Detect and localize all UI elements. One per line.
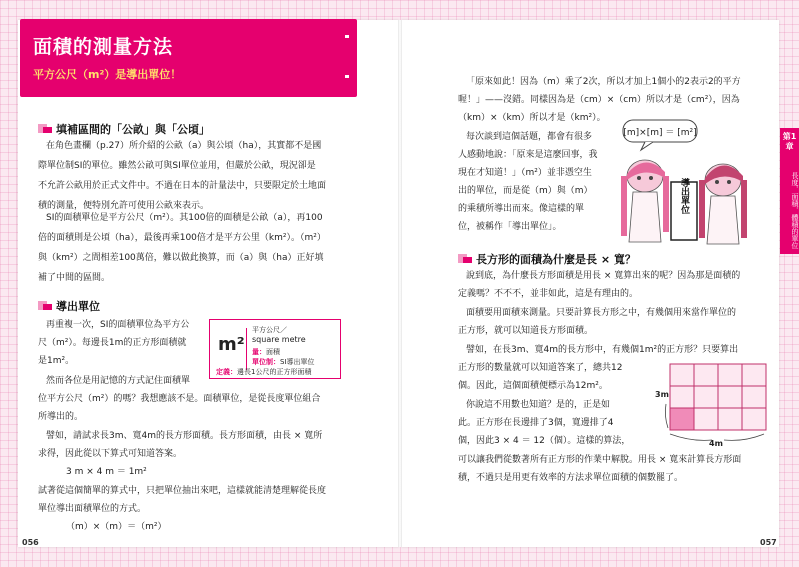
unit-square bbox=[694, 364, 718, 386]
section-marker-icon bbox=[38, 124, 52, 133]
unit-square-grid bbox=[670, 364, 766, 430]
paragraph-line: 尺（m²）。每邊長1m的正方形面積就 bbox=[38, 338, 187, 348]
paragraph-line: 每次談到這個話題，都會有很多 bbox=[466, 132, 593, 142]
title-tick-mark bbox=[345, 75, 349, 78]
paragraph-line: 求得，因此從以下算式可知道答案。 bbox=[38, 449, 183, 459]
paragraph-line: 譬如，在長3m、寬4m的長方形中，有幾個1m²的正方形？只要算出 bbox=[466, 345, 739, 355]
paragraph-line: 正方形，就可以知道長方形面積。 bbox=[458, 326, 594, 336]
unit-name: 平方公尺／ bbox=[252, 326, 287, 334]
chapter-title-box bbox=[20, 19, 357, 97]
paragraph-line: 定義嗎？不不不，並非如此，這是有理由的。 bbox=[458, 289, 639, 299]
page-number-left: 056 bbox=[22, 538, 39, 547]
unit-square-highlighted bbox=[670, 408, 694, 430]
unit-square bbox=[742, 386, 766, 408]
paragraph-line: 補了中間的區間。 bbox=[38, 273, 111, 283]
girl-right-icon bbox=[699, 164, 747, 244]
paragraph-line: 的乘積所導出而來。像這樣的單 bbox=[458, 204, 585, 214]
equation-line: （m）×（m）＝（m²） bbox=[66, 522, 167, 532]
unit-square bbox=[718, 386, 742, 408]
unit-square bbox=[742, 408, 766, 430]
girl-left-icon bbox=[621, 160, 669, 242]
paragraph-line: 出的單位，而是從（m）與（m） bbox=[458, 186, 593, 196]
unit-square bbox=[694, 386, 718, 408]
paragraph-line: 不允許公畝用於正式文件中。不過在日本的計量法中，只要限定於土地面 bbox=[38, 181, 327, 191]
chapter-side-tab bbox=[780, 128, 799, 254]
definition-divider bbox=[246, 328, 247, 370]
section-heading-derived-unit: 導出單位 bbox=[56, 300, 100, 313]
paragraph-line: 此。正方形在長邊排了3個，寬邊排了4 bbox=[458, 418, 614, 428]
paragraph-line: 個，因此3 × 4 ＝ 12（個）。這樣的算法， bbox=[458, 436, 631, 446]
title-tick-mark bbox=[345, 35, 349, 38]
section-marker-icon bbox=[458, 254, 472, 263]
paragraph-line: 面積要用面積來測量。只要計算長方形之中，有幾個用來當作單位的 bbox=[466, 308, 737, 318]
paragraph-line: 所導出的。 bbox=[38, 412, 84, 422]
paragraph-line: SI的面積單位是平方公尺（m²）。其100倍的面積是公畝（a），再100 bbox=[46, 213, 323, 223]
page-number-right: 057 bbox=[760, 538, 777, 547]
unit-symbol: m² bbox=[218, 334, 245, 355]
book-gutter bbox=[398, 20, 402, 547]
unit-english-name: square metre bbox=[252, 335, 306, 344]
paragraph-line: 試著從這個簡單的算式中，只把單位抽出來吧，這樣就能清楚理解從長度 bbox=[38, 486, 327, 496]
paragraph-line: 然而各位是用記憶的方式記住面積單 bbox=[46, 376, 191, 386]
paragraph-line: 位平方公尺（m²）的嗎？我想應該不是。面積單位，是從長度單位組合 bbox=[38, 394, 321, 404]
paragraph-line: 喔！」——沒錯。同樣因為是（cm）×（cm）所以才是（cm²），因為 bbox=[458, 95, 740, 105]
chapter-label: 第1章 bbox=[782, 132, 797, 151]
sign-text: 導出單位 bbox=[679, 178, 689, 214]
unit-definition-box bbox=[209, 319, 341, 379]
unit-square bbox=[670, 386, 694, 408]
equation-line: 3 m × 4 m ＝ 1m² bbox=[66, 467, 147, 477]
unit-square bbox=[694, 408, 718, 430]
characters-illustration bbox=[615, 118, 765, 250]
section-marker-icon bbox=[38, 301, 52, 310]
paragraph-line: 可以讓我們從數著所有正方形的作業中解脫。用長 × 寬來計算長方形面 bbox=[458, 455, 742, 465]
unit-quantity: 量：面積 bbox=[252, 348, 280, 356]
unit-square bbox=[670, 364, 694, 386]
section-heading-are-hectare: 填補區間的「公畝」與「公頃」 bbox=[56, 123, 210, 136]
unit-square bbox=[718, 408, 742, 430]
paragraph-line: 積的測量，便特別允許可使用公畝來表示。 bbox=[38, 201, 210, 211]
paragraph-line: 積，不過只是用更有效率的方法求單位面積的個數罷了。 bbox=[458, 473, 684, 483]
paragraph-line: 正方形的數量就可以知道答案了，總共12 bbox=[458, 363, 623, 373]
unit-square bbox=[742, 364, 766, 386]
paragraph-line: 單位導出面積單位的方式。 bbox=[38, 504, 147, 514]
paragraph-line: 際單位制SI的單位。雖然公畝可與SI單位並用，但嚴於公畝，現況卻是 bbox=[38, 161, 316, 171]
page-subtitle: 平方公尺（m²）是導出單位！ bbox=[33, 68, 182, 81]
unit-system: 單位制：SI導出單位 bbox=[252, 358, 315, 366]
page-title: 面積的測量方法 bbox=[33, 36, 174, 58]
paragraph-line: 位，被稱作「導出單位」。 bbox=[458, 222, 562, 232]
paragraph-line: 譬如，請試求長3m、寬4m的長方形面積。長方形面積，由長 × 寬所 bbox=[46, 431, 323, 441]
paragraph-line: 「原來如此！因為（m）乘了2次，所以才加上1個小的2表示2的平方 bbox=[466, 77, 741, 87]
paragraph-line: 再重複一次，SI的面積單位為平方公 bbox=[46, 320, 190, 330]
paragraph-line: 說到底，為什麼長方形面積是用長 × 寬算出來的呢？因為那是面積的 bbox=[466, 271, 741, 281]
paragraph-line: 是1m²。 bbox=[38, 356, 75, 366]
paragraph-line: 你說這不用數也知道？是的，正是如 bbox=[466, 400, 611, 410]
paragraph-line: 在角色畫欄（p.27）所介紹的公畝（a）與公頃（ha），其實都不是國 bbox=[46, 141, 322, 151]
paragraph-line: 人感動地說：「原來是這麼回事，我 bbox=[458, 150, 598, 160]
chapter-topic: 長度．面積．體積的單位 bbox=[791, 172, 799, 249]
section-heading-rectangle-area: 長方形的面積為什麼是長 × 寬？ bbox=[476, 253, 636, 266]
rectangle-grid-figure bbox=[652, 360, 770, 450]
unit-square bbox=[718, 364, 742, 386]
paragraph-line: 現在才知道！」（m²）並非憑空生 bbox=[458, 168, 592, 178]
unit-definition: 定義：邊長1公尺的正方形面積 bbox=[216, 368, 312, 376]
width-label: 4m bbox=[709, 439, 723, 448]
height-label: 3m bbox=[655, 390, 669, 399]
paragraph-line: 個。因此，這個面積便標示為12m²。 bbox=[458, 381, 608, 391]
paragraph-line: 倍的面積則是公頃（ha），最後再乘100倍才是平方公里（km²）。（m²） bbox=[38, 233, 326, 243]
bubble-text: [m]×[m] ＝ [m²] bbox=[623, 128, 697, 138]
paragraph-line: 與（km²）之間相差100萬倍，難以做此換算，而（a）與（ha）正好填 bbox=[38, 253, 324, 263]
paragraph-line: （km）×（km）所以才是（km²）。 bbox=[458, 113, 606, 123]
